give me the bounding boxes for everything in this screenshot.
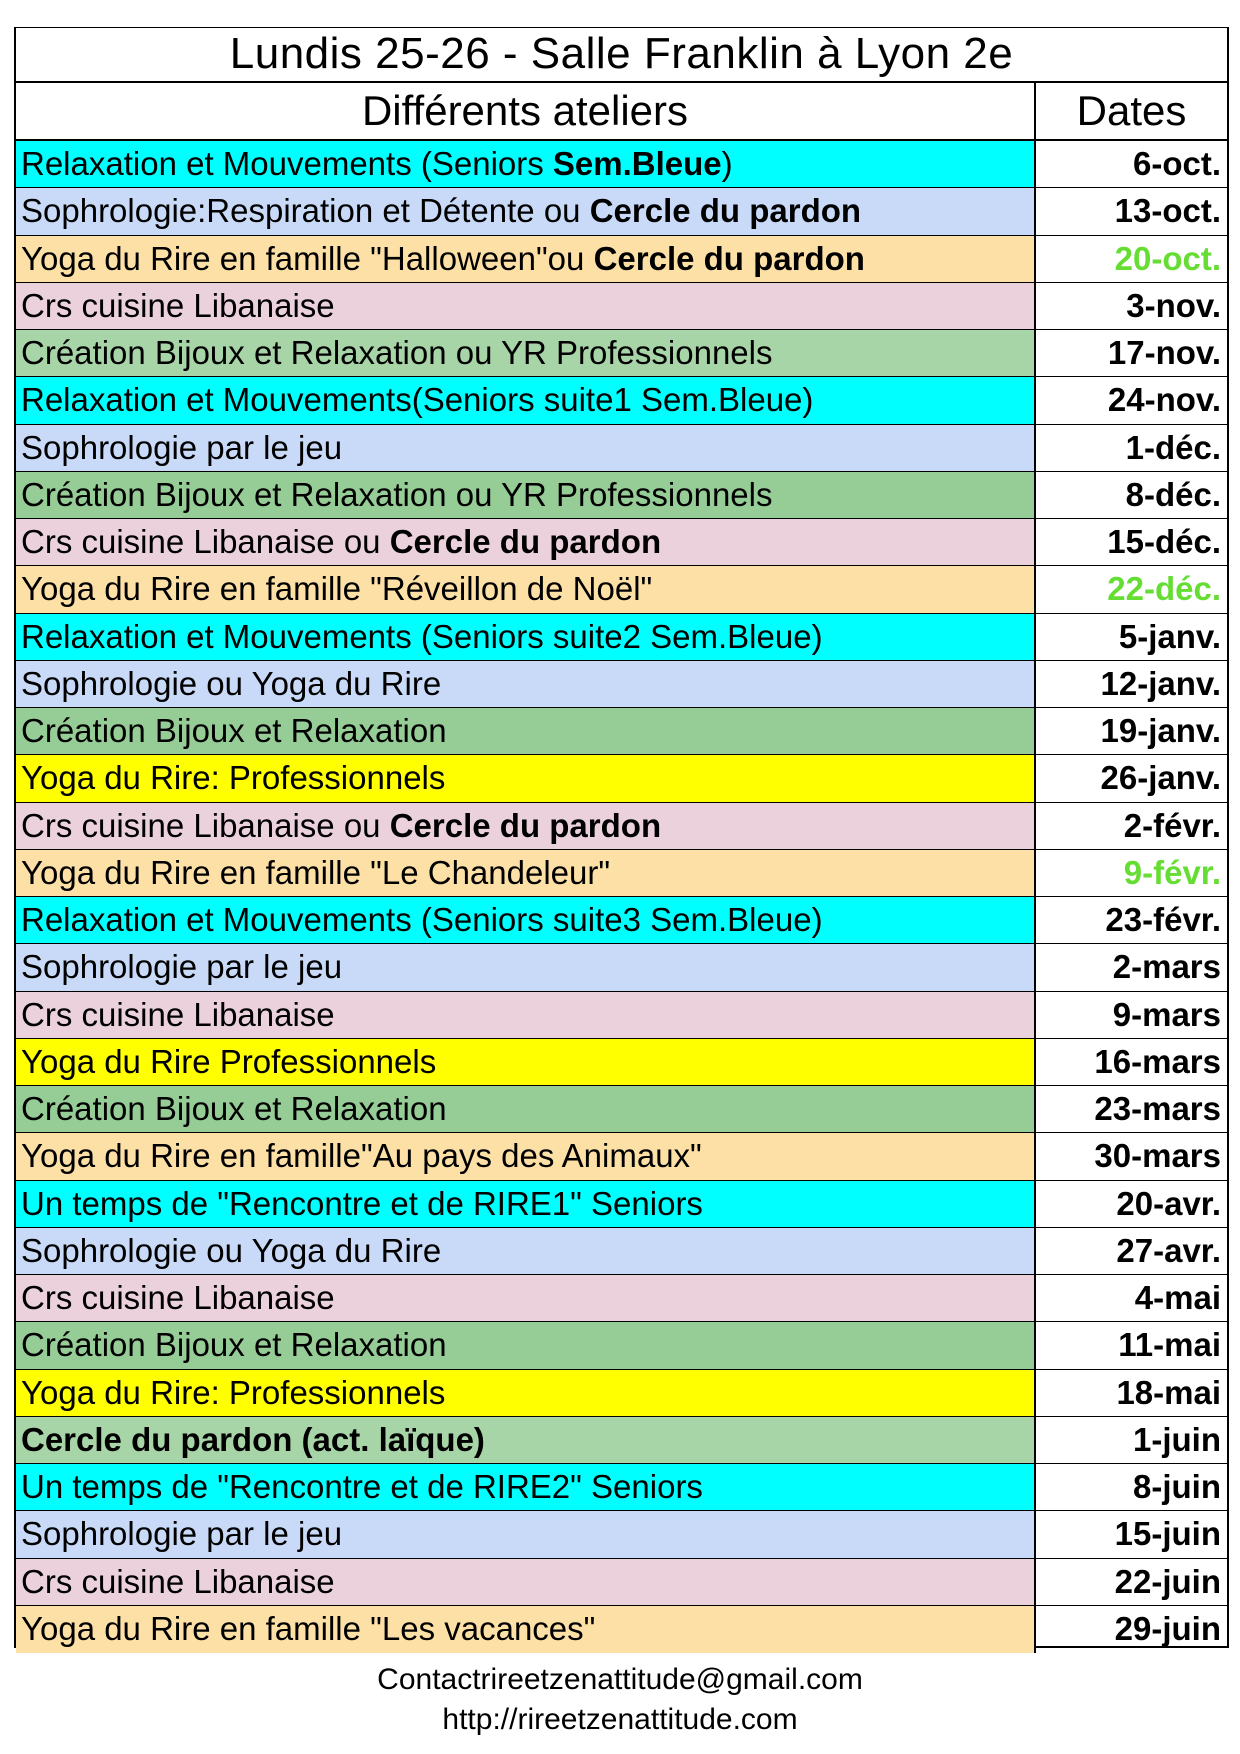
date-cell: 12-janv. (1100, 664, 1221, 702)
activity-text: Sophrologie par le jeu (21, 428, 343, 466)
activity-cell (16, 472, 1036, 518)
date-cell: 17-nov. (1107, 334, 1221, 372)
activity-text: Relaxation et Mouvements(Seniors suite1 Sem.Bleue) (21, 381, 814, 419)
table-row (16, 803, 1227, 850)
page-title: Lundis 25-26 - Salle Franklin à Lyon 2e (16, 27, 1227, 83)
date-cell: 8-juin (1133, 1468, 1221, 1506)
table-row (16, 1606, 1227, 1653)
activity-text-bold: Cercle du pardon (389, 523, 662, 561)
table-row (16, 1417, 1227, 1464)
table-row (16, 472, 1227, 519)
table-row (16, 992, 1227, 1039)
activity-text: Relaxation et Mouvements (Seniors (21, 145, 553, 183)
activity-cell (16, 1559, 1036, 1605)
table-row (16, 283, 1227, 330)
date-cell: 4-mai (1134, 1279, 1221, 1317)
activity-cell (16, 992, 1036, 1038)
activity-cell (16, 850, 1036, 896)
activity-text: Un temps de "Rencontre et de RIRE1" Seniors (21, 1184, 703, 1222)
date-cell: 30-mars (1094, 1137, 1221, 1175)
activity-text: Crs cuisine Libanaise (21, 995, 335, 1033)
activity-cell (16, 1228, 1036, 1274)
table-row (16, 1370, 1227, 1417)
table-row (16, 1275, 1227, 1322)
date-cell: 20-avr. (1116, 1184, 1221, 1222)
activity-text: Crs cuisine Libanaise (21, 1279, 335, 1317)
date-cell: 20-oct. (1114, 239, 1221, 277)
activity-cell (16, 1370, 1036, 1416)
activity-text: Crs cuisine Libanaise (21, 286, 335, 324)
table-row (16, 1322, 1227, 1369)
table-row (16, 661, 1227, 708)
activity-cell (16, 1464, 1036, 1510)
schedule-sheet (14, 27, 1229, 1648)
activity-text: Yoga du Rire en famille "Le Chandeleur" (21, 853, 611, 891)
table-row (16, 1039, 1227, 1086)
activity-cell (16, 519, 1036, 565)
date-cell: 16-mars (1094, 1042, 1221, 1080)
table-row (16, 566, 1227, 613)
activity-text: Crs cuisine Libanaise ou (21, 806, 390, 844)
activity-cell (16, 897, 1036, 943)
date-cell: 22-déc. (1107, 570, 1221, 608)
date-cell: 1-déc. (1125, 428, 1221, 466)
activity-cell (16, 1606, 1036, 1653)
activity-text: Création Bijoux et Relaxation (21, 1326, 447, 1364)
activity-text: Yoga du Rire en famille"Au pays des Animaux" (21, 1137, 702, 1175)
table-row (16, 944, 1227, 991)
date-cell: 23-févr. (1105, 901, 1221, 939)
activity-cell (16, 330, 1036, 376)
activity-text: Yoga du Rire Professionnels (21, 1042, 437, 1080)
date-cell: 13-oct. (1114, 192, 1221, 230)
date-cell: 11-mai (1118, 1326, 1221, 1364)
activity-text: Yoga du Rire: Professionnels (21, 759, 446, 797)
date-cell: 27-avr. (1116, 1231, 1221, 1269)
date-cell: 23-mars (1094, 1090, 1221, 1128)
activity-cell (16, 661, 1036, 707)
table-row (16, 1559, 1227, 1606)
activity-cell (16, 1086, 1036, 1132)
activity-text: Un temps de "Rencontre et de RIRE2" Seniors (21, 1468, 703, 1506)
date-cell: 18-mai (1116, 1373, 1221, 1411)
activity-cell (16, 1511, 1036, 1557)
activity-cell (16, 755, 1036, 801)
activity-cell (16, 944, 1036, 990)
date-cell: 3-nov. (1126, 286, 1221, 324)
date-cell: 26-janv. (1100, 759, 1221, 797)
table-row (16, 1511, 1227, 1558)
activity-text: Création Bijoux et Relaxation ou YR Professionnels (21, 475, 773, 513)
table-row (16, 330, 1227, 377)
activity-cell (16, 1133, 1036, 1179)
date-cell: 24-nov. (1107, 381, 1221, 419)
activity-cell (16, 1039, 1036, 1085)
table-row (16, 614, 1227, 661)
date-cell: 9-mars (1112, 995, 1221, 1033)
table-row (16, 377, 1227, 424)
activity-cell (16, 236, 1036, 282)
activity-cell (16, 1181, 1036, 1227)
date-cell: 15-déc. (1107, 523, 1221, 561)
date-cell: 15-juin (1114, 1515, 1221, 1553)
activity-text-bold: Sem.Bleue (552, 145, 722, 183)
activity-text: Crs cuisine Libanaise ou (21, 523, 390, 561)
activity-text: Sophrologie par le jeu (21, 948, 343, 986)
activity-cell (16, 377, 1036, 423)
date-cell: 8-déc. (1125, 475, 1221, 513)
activity-cell (16, 188, 1036, 234)
table-header (16, 83, 1227, 141)
header-date-label: Dates (1076, 87, 1187, 134)
activity-text: Relaxation et Mouvements (Seniors suite3 Sem.Bleue) (21, 901, 823, 939)
activity-text: Yoga du Rire en famille "Réveillon de Noël" (21, 570, 653, 608)
activity-cell (16, 425, 1036, 471)
activity-text: Création Bijoux et Relaxation (21, 712, 447, 750)
table-row (16, 1464, 1227, 1511)
activity-cell (16, 1417, 1036, 1463)
date-cell: 22-juin (1114, 1562, 1221, 1600)
contact-url[interactable]: http://rireetzenattitude.com (442, 1703, 798, 1736)
table-row (16, 519, 1227, 566)
activity-text: Création Bijoux et Relaxation (21, 1090, 447, 1128)
activity-cell (16, 1275, 1036, 1321)
activity-text: Yoga du Rire: Professionnels (21, 1373, 446, 1411)
activity-text: Yoga du Rire en famille "Les vacances" (21, 1610, 596, 1648)
activity-text-bold: Cercle du pardon (389, 806, 662, 844)
date-cell: 2-févr. (1123, 806, 1221, 844)
activity-cell (16, 283, 1036, 329)
table-row (16, 897, 1227, 944)
activity-text: Yoga du Rire en famille "Halloween"ou (21, 239, 594, 277)
table-row (16, 755, 1227, 802)
date-cell: 9-févr. (1123, 853, 1221, 891)
activity-cell (16, 708, 1036, 754)
activity-text: Sophrologie:Respiration et Détente ou (21, 192, 590, 230)
date-cell: 6-oct. (1132, 145, 1221, 183)
activity-text: Sophrologie ou Yoga du Rire (21, 664, 442, 702)
activity-text: Création Bijoux et Relaxation ou YR Professionnels (21, 334, 773, 372)
activity-text: Sophrologie par le jeu (21, 1515, 343, 1553)
table-row (16, 708, 1227, 755)
table-row (16, 425, 1227, 472)
table-row (16, 236, 1227, 283)
date-cell: 19-janv. (1100, 712, 1221, 750)
schedule-rows (16, 141, 1227, 1653)
table-row (16, 141, 1227, 188)
contact-footer (0, 1660, 1240, 1740)
table-row (16, 850, 1227, 897)
activity-cell (16, 1322, 1036, 1368)
activity-text-bold: Cercle du pardon (589, 192, 862, 230)
date-cell: 29-juin (1114, 1610, 1221, 1648)
contact-email[interactable]: Contactrireetzenattitude@gmail.com (377, 1663, 863, 1696)
activity-cell (16, 566, 1036, 612)
date-cell: 2-mars (1112, 948, 1221, 986)
date-cell: 5-janv. (1118, 617, 1221, 655)
table-row (16, 1086, 1227, 1133)
activity-text: Relaxation et Mouvements (Seniors suite2 Sem.Bleue) (21, 617, 823, 655)
date-cell: 1-juin (1133, 1420, 1221, 1458)
table-row (16, 1181, 1227, 1228)
activity-text-bold: Cercle du pardon (act. laïque) (21, 1420, 485, 1458)
activity-text-bold: Cercle du pardon (593, 239, 865, 277)
header-activity-label: Différents ateliers (16, 83, 1036, 139)
activity-cell (16, 803, 1036, 849)
activity-text: Crs cuisine Libanaise (21, 1562, 335, 1600)
activity-text: Sophrologie ou Yoga du Rire (21, 1231, 442, 1269)
activity-text: ) (721, 145, 733, 183)
activity-cell (16, 141, 1036, 187)
table-row (16, 188, 1227, 235)
table-row (16, 1133, 1227, 1180)
activity-cell (16, 614, 1036, 660)
table-row (16, 1228, 1227, 1275)
